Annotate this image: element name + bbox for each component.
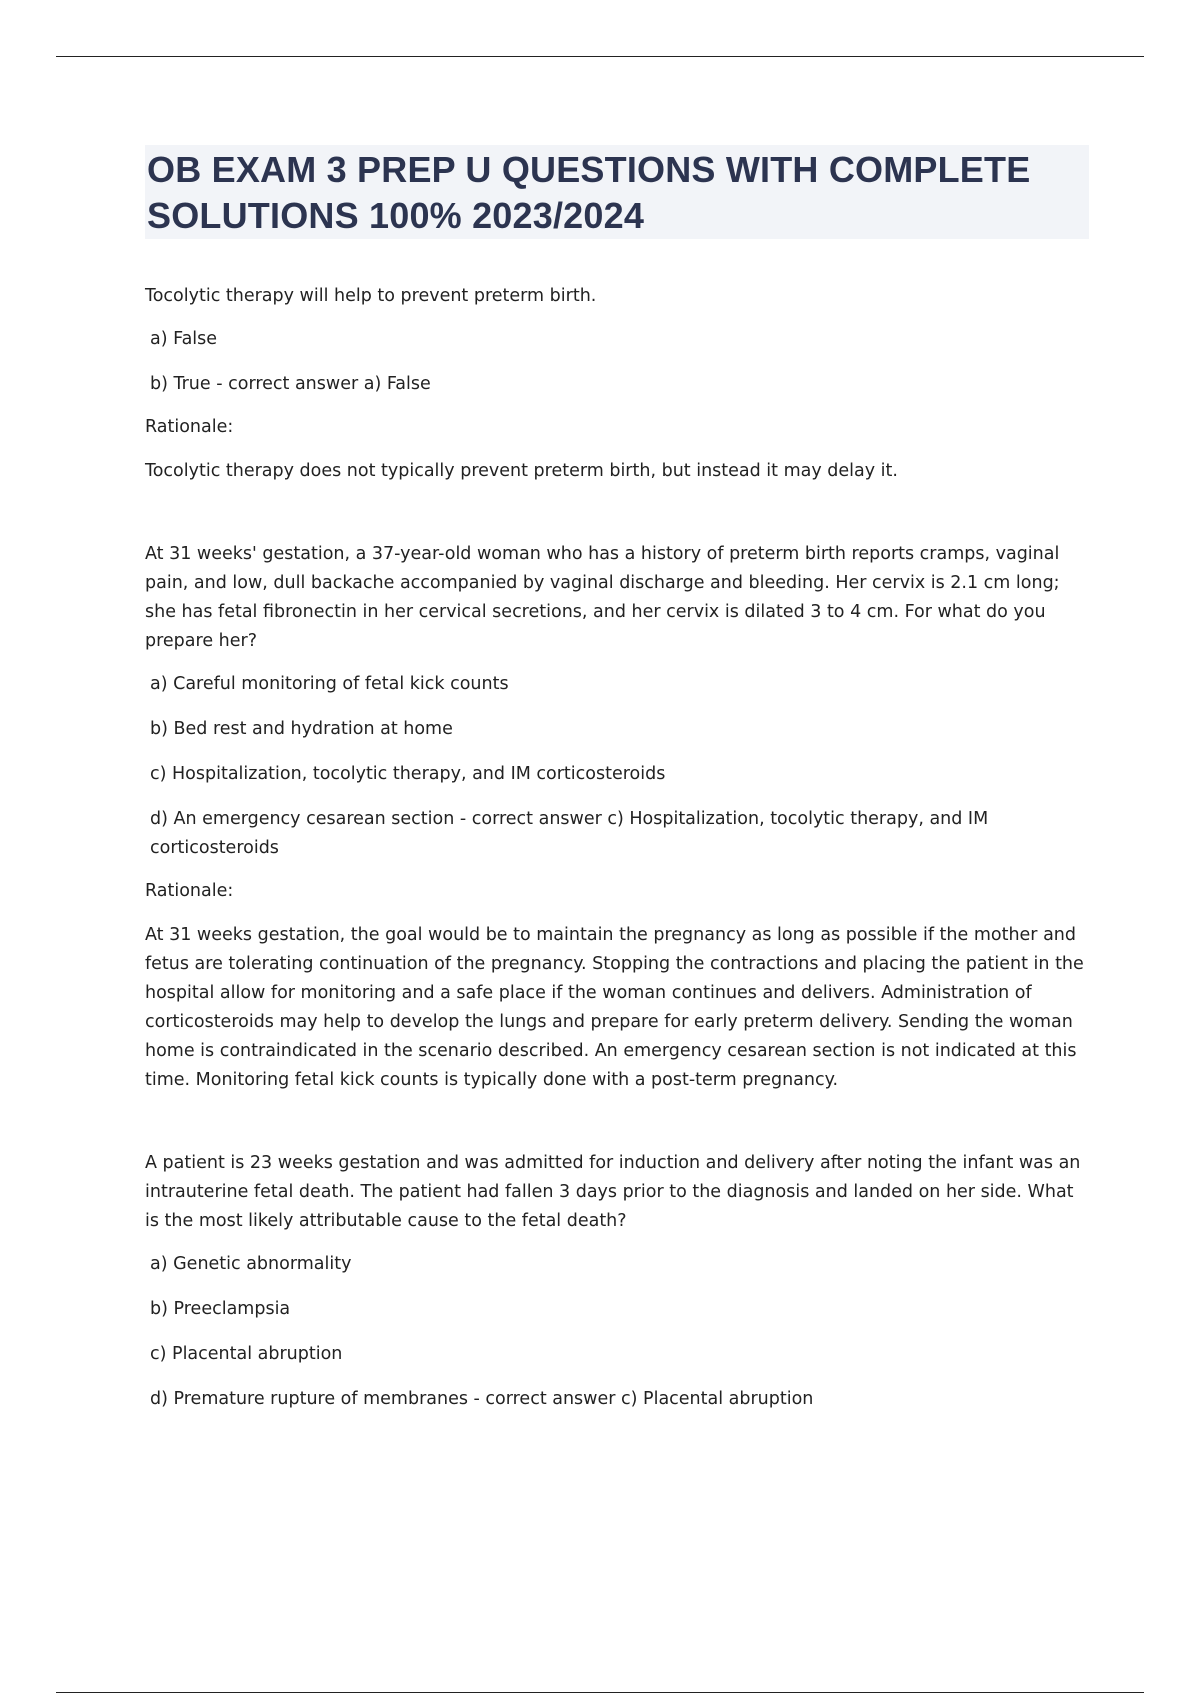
title-block (145, 145, 1089, 239)
question-stem: At 31 weeks' gestation, a 37-year-old woman who has a history of preterm birth reports cramps, vaginal pain, and low, dull backache accompanied by vaginal discharge and bleeding. Her cervix is 2.1 cm long; she has fetal fibronectin in her cervical secretions, and her cervix is dilated 3 to 4 cm. For what do you prepare her? (145, 544, 1060, 651)
answer-option: b) True - correct answer a) False (150, 374, 431, 394)
question-block-3 (145, 1149, 1093, 1414)
rationale-text: At 31 weeks gestation, the goal would be to maintain the pregnancy as long as possible if the mother and fetus are tolerating continuation of the pregnancy. Stopping the contractions and placing the patient in the hospital allow for monitoring and a safe place if the woman continues and delivers. Administration of corticosteroids may help to develop the lungs and prepare for early preterm delivery. Sending the woman home is contraindicated in the scenario described. An emergency cesarean section is not indicated at this time. Monitoring fetal kick counts is typically done with a post-term pregnancy. (145, 925, 1084, 1090)
document-title: OB EXAM 3 PREP U QUESTIONS WITH COMPLETE SOLUTIONS 100% 2023/2024 (147, 149, 1031, 236)
question-block-2 (145, 540, 1093, 1095)
answer-option: d) An emergency cesarean section - correct answer c) Hospitalization, tocolytic therapy, and IM corticosteroids (150, 809, 989, 858)
rationale-label: Rationale: (145, 881, 234, 901)
question-stem: A patient is 23 weeks gestation and was admitted for induction and delivery after noting the infant was an intrauterine fetal death. The patient had fallen 3 days prior to the diagnosis and landed on her side. What is the most likely attributable cause to the fetal death? (145, 1153, 1081, 1231)
answer-option: d) Premature rupture of membranes - correct answer c) Placental abruption (150, 1389, 814, 1409)
answer-option: a) Careful monitoring of fetal kick counts (150, 674, 509, 694)
answer-option: a) Genetic abnormality (150, 1254, 352, 1274)
rationale-label: Rationale: (145, 417, 234, 437)
answer-option: b) Preeclampsia (150, 1299, 291, 1319)
answer-option: b) Bed rest and hydration at home (150, 719, 453, 739)
question-stem: Tocolytic therapy will help to prevent preterm birth. (145, 286, 597, 306)
top-rule (56, 56, 1144, 57)
bottom-rule (56, 1692, 1144, 1693)
rationale-text: Tocolytic therapy does not typically prevent preterm birth, but instead it may delay it. (145, 461, 898, 481)
answer-option: a) False (150, 329, 218, 349)
answer-option: c) Hospitalization, tocolytic therapy, and IM corticosteroids (150, 764, 666, 784)
document-body (145, 282, 1093, 1428)
answer-option: c) Placental abruption (150, 1344, 343, 1364)
question-block-1 (145, 282, 1093, 486)
